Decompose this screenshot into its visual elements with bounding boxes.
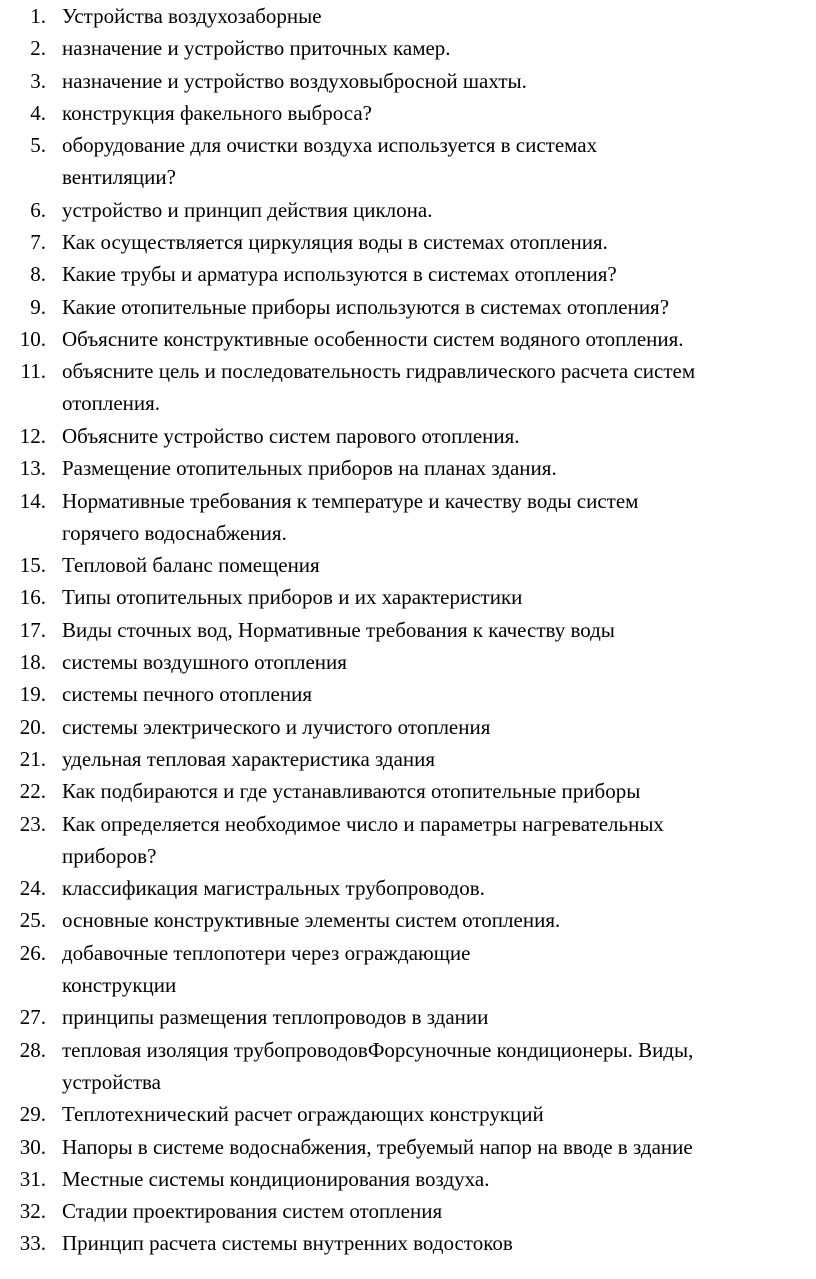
item-number: 26. [19,940,46,965]
item-text: Устройства воздухозаборные [62,4,322,28]
item-text: Как подбираются и где устанавливаются отопительные приборы [62,779,641,804]
item-number: 10. [19,327,46,351]
item-text: основные конструктивные элементы систем отопления. [62,908,561,933]
item-text: Местные системы кондиционирования воздуха. [62,1166,490,1191]
item-number: 22. [19,779,46,804]
item-text: тепловая изоляция трубопроводовФорсуночные кондиционеры. Виды, устройства [62,1037,694,1094]
item-number: 8. [30,262,46,287]
item-text: устройство и принцип действия циклона. [62,197,433,222]
item-text: назначение и устройство приточных камер. [62,36,451,61]
item-number: 7. [30,230,46,255]
item-number: 6. [30,197,46,222]
item-text: Нормативные требования к температуре и качеству воды систем горячего водоснабжения. [62,488,639,545]
item-number: 28. [19,1037,46,1062]
item-text: Как осуществляется циркуляция воды в системах отопления. [62,230,608,255]
item-number: 29. [19,1102,46,1127]
item-number: 31. [19,1166,46,1191]
item-number: 17. [19,617,46,642]
item-text: Стадии проектирования систем отопления [62,1199,443,1224]
item-text: Принцип расчета системы внутренних водостоков [62,1231,513,1256]
item-number: 1. [30,4,46,28]
item-text: системы печного отопления [62,682,313,707]
item-text: Напоры в системе водоснабжения, требуемый напор на вводе в здание [62,1134,693,1159]
item-number: 9. [30,294,46,319]
item-text: Какие трубы и арматура используются в системах отопления? [62,262,617,287]
item-text: Как определяется необходимое число и параметры нагревательных приборов? [62,811,664,868]
item-number: 33. [19,1231,46,1256]
item-number: 21. [19,746,46,771]
item-text: принципы размещения теплопроводов в здании [62,1005,489,1030]
item-number: 32. [19,1199,46,1224]
item-number: 3. [30,68,46,93]
item-text: Объясните устройство систем парового отопления. [62,423,520,448]
item-number: 18. [19,650,46,674]
item-text: системы электрического и лучистого отопления [62,714,491,739]
item-number: 30. [19,1134,46,1159]
item-number: 15. [19,553,46,578]
item-text: Виды сточных вод, Нормативные требования к качеству воды [62,617,615,642]
item-number: 20. [19,714,46,739]
item-text: Теплотехнический расчет ограждающих конструкций [62,1102,544,1127]
item-number: 5. [30,133,46,158]
item-text: Какие отопительные приборы используются в системах отопления? [62,294,670,319]
item-number: 13. [19,456,46,481]
item-number: 4. [30,100,46,125]
item-text: системы воздушного отопления [62,650,347,674]
item-text: Типы отопительных приборов и их характеристики [62,585,523,610]
item-text: Размещение отопительных приборов на планах здания. [62,456,557,481]
item-number: 16. [19,585,46,610]
item-number: 2. [30,36,46,61]
item-number: 11. [20,359,46,384]
item-text: добавочные теплопотери через ограждающие конструкции [62,940,471,997]
item-number: 23. [19,811,46,836]
item-text: классификация магистральных трубопроводов. [62,876,485,901]
item-text: Объясните конструктивные особенности систем водяного отопления. [62,327,684,351]
item-number: 14. [19,488,46,513]
item-text: Тепловой баланс помещения [62,553,320,578]
item-text: конструкция факельного выброса? [62,100,372,125]
item-number: 12. [19,423,46,448]
item-text: объясните цель и последовательность гидравлического расчета систем отопления. [62,359,696,416]
item-number: 27. [19,1005,46,1030]
item-text: оборудование для очистки воздуха используется в системах вентиляции? [62,133,598,190]
item-text: назначение и устройство воздуховыбросной шахты. [62,68,527,93]
item-number: 19. [19,682,46,707]
item-number: 25. [19,908,46,933]
item-number: 24. [19,876,46,901]
item-text: удельная тепловая характеристика здания [62,746,436,771]
